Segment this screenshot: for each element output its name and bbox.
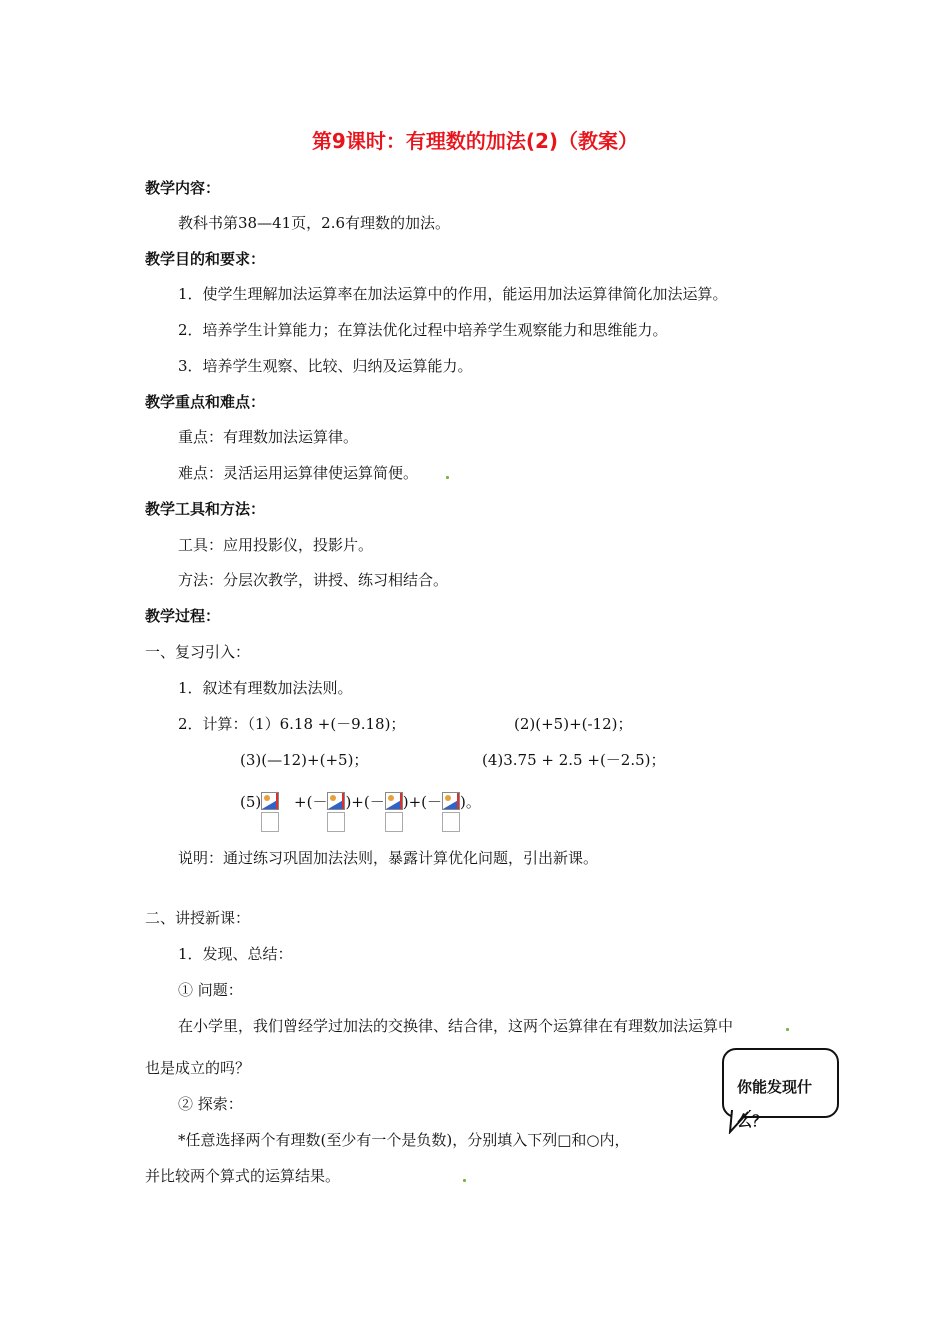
calc-item-5-prefix: (5): [240, 793, 262, 811]
review-item-1: 1．叙述有理数加法法则。: [178, 679, 353, 697]
methods-text: 方法：分层次教学，讲授、练习相结合。: [178, 571, 449, 589]
section-heading-aims: 教学目的和要求：: [145, 250, 266, 268]
broken-image-icon: [385, 792, 403, 812]
question-text-line-1: 在小学里，我们曾经学过加法的交换律、结合律，这两个运算律在有理数加法运算中: [178, 1017, 734, 1035]
explore-text-line-1: *任意选择两个有理数(至少有一个是负数)，分别填入下列□和○内，: [178, 1131, 630, 1149]
content-text: 教科书第38—41页，2.6有理数的加法。: [178, 214, 451, 232]
broken-image-icon: [442, 792, 460, 812]
stray-dot: [446, 476, 449, 479]
broken-image-icon: [261, 792, 279, 812]
calc-item-5-suffix: )。: [460, 793, 481, 811]
calc-item-5-op-2: )+(－: [345, 793, 385, 811]
key-point: 重点：有理数加法运算律。: [178, 428, 359, 446]
section-heading-content: 教学内容：: [145, 179, 221, 197]
aim-item-2: 2．培养学生计算能力；在算法优化过程中培养学生观察能力和思维能力。: [178, 321, 668, 339]
calc-item-5: [240, 792, 481, 812]
explore-heading: ② 探索：: [178, 1095, 243, 1113]
question-heading: ① 问题：: [178, 981, 243, 999]
page-title: 第9课时：有理数的加法(2)（教案）: [311, 129, 639, 153]
broken-image-icon: [327, 792, 345, 812]
aim-item-1: 1．使学生理解加法运算率在加法运算中的作用，能运用加法运算律简化加法运算。: [178, 285, 728, 303]
calc-item-2: (2)(+5)+(-12)；: [514, 715, 633, 733]
part-1-heading: 一、复习引入：: [145, 643, 251, 661]
stray-dot: [463, 1179, 466, 1182]
calc-item-4: (4)3.75 + 2.5 +(－2.5)；: [482, 751, 666, 769]
calc-item-3: (3)(—12)+(+5)；: [240, 751, 369, 769]
question-text-line-2: 也是成立的吗？: [145, 1059, 251, 1077]
calc-item-1: 2．计算：（1）6.18 +(－9.18)；: [178, 715, 406, 733]
explore-text-line-2: 并比较两个算式的运算结果。: [145, 1167, 341, 1185]
calc-item-5-op-3: )+(－: [402, 793, 443, 811]
section-heading-key-points: 教学重点和难点：: [145, 393, 266, 411]
speech-bubble-text: 你能发现什么？: [737, 1078, 813, 1130]
section-heading-tools: 教学工具和方法：: [145, 500, 266, 518]
stray-dot: [786, 1028, 789, 1031]
aim-item-3: 3．培养学生观察、比较、归纳及运算能力。: [178, 357, 473, 375]
section-heading-process: 教学过程：: [145, 607, 221, 625]
calc-item-5-op-1: +(－: [289, 793, 328, 811]
tools-text: 工具：应用投影仪，投影片。: [178, 536, 374, 554]
difficult-point: 难点：灵活运用运算律使运算简便。: [178, 464, 419, 482]
new-lesson-item-1: 1．发现、总结：: [178, 945, 293, 963]
review-note: 说明：通过练习巩固加法法则，暴露计算优化问题，引出新课。: [178, 849, 599, 867]
part-2-heading: 二、讲授新课：: [145, 909, 251, 927]
